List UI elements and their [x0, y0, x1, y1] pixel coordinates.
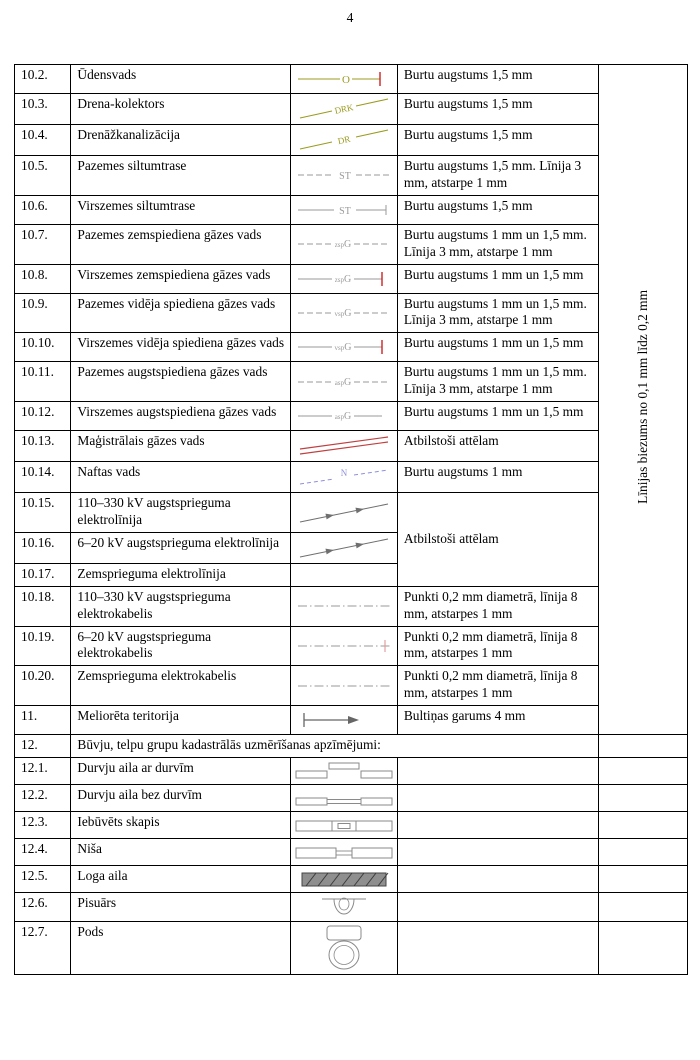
side-note-empty	[599, 839, 688, 866]
row-number: 10.14.	[15, 462, 71, 493]
svg-text:vspG: vspG	[334, 342, 352, 354]
window-opening-icon	[291, 866, 398, 893]
svg-text:vspG: vspG	[334, 307, 352, 319]
row-description	[397, 893, 598, 922]
row-name: Pazemes zemspiediena gāzes vads	[71, 224, 291, 264]
row-description: Burtu augstums 1 mm un 1,5 mm	[397, 333, 598, 362]
side-note-cell	[599, 65, 688, 735]
row-name: Virszemes augstspiediena gāzes vads	[71, 402, 291, 431]
row-name: Niša	[71, 839, 291, 866]
side-note-empty	[599, 735, 688, 758]
table-row	[15, 293, 688, 333]
row-number: 10.16.	[15, 532, 71, 563]
row-name: 110–330 kV augstsprieguma elektrolīnija	[71, 493, 291, 533]
row-number: 12.1.	[15, 758, 71, 785]
row-name: Ūdensvads	[71, 65, 291, 94]
row-number: 10.15.	[15, 493, 71, 533]
table-row	[15, 735, 688, 758]
row-name: Durvju aila bez durvīm	[71, 785, 291, 812]
cable-tick-icon	[291, 626, 398, 666]
row-description	[397, 839, 598, 866]
page-number: 4	[346, 10, 354, 25]
row-description	[397, 922, 598, 975]
row-description: Burtu augstums 1 mm un 1,5 mm	[397, 264, 598, 293]
row-description: Atbilstoši attēlam	[397, 493, 598, 587]
side-note-empty	[599, 866, 688, 893]
table-row	[15, 922, 688, 975]
side-note-empty	[599, 812, 688, 839]
drain-icon	[291, 125, 398, 156]
row-description: Burtu augstums 1,5 mm	[397, 65, 598, 94]
row-name: Naftas vads	[71, 462, 291, 493]
row-name: Būvju, telpu grupu kadastrālās uzmērīšanas apzīmējumi:	[71, 735, 599, 758]
table-row	[15, 758, 688, 785]
row-description: Burtu augstums 1,5 mm. Līnija 3 mm, atstarpe 1 mm	[397, 156, 598, 196]
table-row	[15, 362, 688, 402]
side-note: Līnijas biezums no 0,1 mm līdz 0,2 mm	[634, 290, 650, 505]
table-row	[15, 893, 688, 922]
table-row	[15, 626, 688, 666]
oil-line-icon	[291, 462, 398, 493]
row-name: 6–20 kV augstsprieguma elektrokabelis	[71, 626, 291, 666]
row-name: Zemsprieguma elektrokabelis	[71, 666, 291, 706]
svg-text:zspG: zspG	[334, 273, 352, 285]
row-name: Pods	[71, 922, 291, 975]
row-name: Pazemes siltumtrase	[71, 156, 291, 196]
table-row	[15, 156, 688, 196]
table-row	[15, 666, 688, 706]
row-description: Punkti 0,2 mm diametrā, līnija 8 mm, atstarpes 1 mm	[397, 586, 598, 626]
row-number: 12.4.	[15, 839, 71, 866]
row-description: Burtu augstums 1,5 mm	[397, 94, 598, 125]
row-number: 10.18.	[15, 586, 71, 626]
row-description	[397, 785, 598, 812]
row-name: Virszemes siltumtrase	[71, 195, 291, 224]
gas-main-icon	[291, 431, 398, 462]
table-row	[15, 462, 688, 493]
row-number: 10.2.	[15, 65, 71, 94]
row-description: Burtu augstums 1 mm un 1,5 mm. Līnija 3 mm, atstarpe 1 mm	[397, 224, 598, 264]
row-number: 10.20.	[15, 666, 71, 706]
door-without-door-icon	[291, 785, 398, 812]
row-number: 10.3.	[15, 94, 71, 125]
gas-solid-icon	[291, 402, 398, 431]
side-note-empty	[599, 893, 688, 922]
niche-icon	[291, 839, 398, 866]
svg-text:DR: DR	[336, 133, 352, 147]
svg-text:ST: ST	[339, 205, 351, 217]
row-number: 10.4.	[15, 125, 71, 156]
cable-icon	[291, 586, 398, 626]
row-name: Virszemes vidēja spiediena gāzes vads	[71, 333, 291, 362]
row-number: 12.7.	[15, 922, 71, 975]
table-row	[15, 402, 688, 431]
gas-solid-tick-icon	[291, 333, 398, 362]
table-row	[15, 586, 688, 626]
table-row	[15, 431, 688, 462]
side-note-empty	[599, 922, 688, 975]
table-row	[15, 333, 688, 362]
toilet-icon	[291, 922, 398, 975]
svg-text:zspG: zspG	[334, 239, 352, 251]
row-description: Bultiņas garums 4 mm	[397, 706, 598, 735]
row-name: Loga aila	[71, 866, 291, 893]
row-description: Burtu augstums 1 mm	[397, 462, 598, 493]
cable-icon	[291, 666, 398, 706]
row-number: 12.6.	[15, 893, 71, 922]
row-number: 10.11.	[15, 362, 71, 402]
row-name: 6–20 kV augstsprieguma elektrolīnija	[71, 532, 291, 563]
built-in-closet-icon	[291, 812, 398, 839]
gas-dashed-icon	[291, 293, 398, 333]
gas-dashed-icon	[291, 224, 398, 264]
row-description: Punkti 0,2 mm diametrā, līnija 8 mm, atstarpes 1 mm	[397, 666, 598, 706]
svg-text:O: O	[341, 74, 350, 86]
row-name: Zemsprieguma elektrolīnija	[71, 563, 291, 586]
row-name: Pazemes vidēja spiediena gāzes vads	[71, 293, 291, 333]
row-number: 11.	[15, 706, 71, 735]
svg-text:N: N	[340, 468, 348, 479]
row-description: Burtu augstums 1,5 mm	[397, 125, 598, 156]
door-with-door-icon	[291, 758, 398, 785]
gas-dashed-icon	[291, 362, 398, 402]
side-note-empty	[599, 785, 688, 812]
table-row	[15, 224, 688, 264]
row-number: 10.12.	[15, 402, 71, 431]
symbols-table-body	[15, 65, 688, 975]
row-name: Pisuārs	[71, 893, 291, 922]
table-row	[15, 264, 688, 293]
row-description	[397, 758, 598, 785]
table-row	[15, 866, 688, 893]
urinal-icon	[291, 893, 398, 922]
drain-collector-icon	[291, 94, 398, 125]
row-number: 10.19.	[15, 626, 71, 666]
power-line-icon	[291, 493, 398, 533]
row-number: 10.17.	[15, 563, 71, 586]
symbol-empty	[291, 563, 398, 586]
row-number: 10.7.	[15, 224, 71, 264]
gas-solid-tick-icon	[291, 264, 398, 293]
arrow-icon	[291, 706, 398, 735]
row-number: 10.6.	[15, 195, 71, 224]
row-name: Pazemes augstspiediena gāzes vads	[71, 362, 291, 402]
row-description: Atbilstoši attēlam	[397, 431, 598, 462]
row-name: Durvju aila ar durvīm	[71, 758, 291, 785]
table-row	[15, 839, 688, 866]
row-number: 12.2.	[15, 785, 71, 812]
svg-text:DRK: DRK	[333, 102, 355, 116]
heat-dashed-icon	[291, 156, 398, 196]
table-row	[15, 706, 688, 735]
row-description	[397, 812, 598, 839]
side-note-empty	[599, 758, 688, 785]
row-name: Virszemes zemspiediena gāzes vads	[71, 264, 291, 293]
row-name: Iebūvēts skapis	[71, 812, 291, 839]
table-row	[15, 94, 688, 125]
row-number: 10.5.	[15, 156, 71, 196]
table-row	[15, 195, 688, 224]
symbols-table	[14, 64, 688, 975]
row-number: 10.10.	[15, 333, 71, 362]
row-number: 10.9.	[15, 293, 71, 333]
row-name: Drena-kolektors	[71, 94, 291, 125]
row-description: Burtu augstums 1 mm un 1,5 mm. Līnija 3 mm, atstarpe 1 mm	[397, 293, 598, 333]
row-number: 12.3.	[15, 812, 71, 839]
table-row	[15, 785, 688, 812]
table-row	[15, 493, 688, 533]
row-name: Drenāžkanalizācija	[71, 125, 291, 156]
row-number: 12.5.	[15, 866, 71, 893]
row-name: 110–330 kV augstsprieguma elektrokabelis	[71, 586, 291, 626]
table-row	[15, 125, 688, 156]
row-description: Burtu augstums 1 mm un 1,5 mm	[397, 402, 598, 431]
row-description: Punkti 0,2 mm diametrā, līnija 8 mm, atstarpes 1 mm	[397, 626, 598, 666]
svg-text:ST: ST	[339, 171, 351, 183]
row-name: Meliorēta teritorija	[71, 706, 291, 735]
row-number: 10.8.	[15, 264, 71, 293]
power-line-icon	[291, 532, 398, 563]
row-number: 10.13.	[15, 431, 71, 462]
table-row	[15, 812, 688, 839]
svg-text:aspG: aspG	[334, 411, 352, 423]
row-name: Maģistrālais gāzes vads	[71, 431, 291, 462]
row-description: Burtu augstums 1,5 mm	[397, 195, 598, 224]
heat-solid-icon	[291, 195, 398, 224]
row-description: Burtu augstums 1 mm un 1,5 mm. Līnija 3 mm, atstarpe 1 mm	[397, 362, 598, 402]
table-row	[15, 65, 688, 94]
row-number: 12.	[15, 735, 71, 758]
svg-text:aspG: aspG	[334, 376, 352, 388]
pipe-o-icon	[291, 65, 398, 94]
row-description	[397, 866, 598, 893]
